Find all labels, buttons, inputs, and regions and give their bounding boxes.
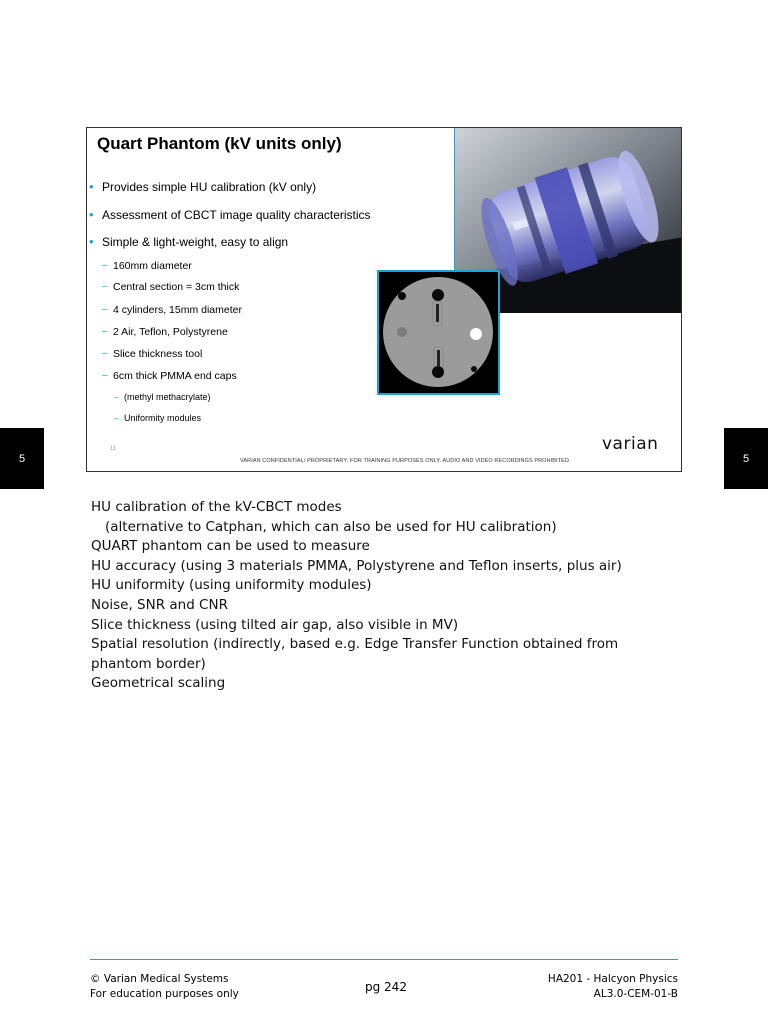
bullet-item: • Assessment of CBCT image quality characteristics — [89, 207, 371, 222]
ct-scan-image — [377, 270, 500, 395]
footer-course: HA201 - Halcyon Physics — [547, 973, 678, 985]
subbullet-item: – Slice thickness tool — [102, 348, 203, 360]
footer-left — [90, 972, 239, 1002]
notes-line: HU accuracy (using 3 materials PMMA, Polystyrene and Teflon inserts, plus air) — [91, 557, 622, 574]
varian-logo: varian — [602, 434, 659, 454]
subsubbullet-item: – Uniformity modules — [114, 413, 202, 423]
notes-line: Slice thickness (using tilted air gap, also visible in MV) — [91, 616, 459, 633]
subbullet-item: – Central section = 3cm thick — [102, 281, 240, 293]
speaker-notes — [91, 498, 681, 694]
footer-copyright: © Varian Medical Systems — [90, 973, 229, 985]
notes-line: Noise, SNR and CNR — [91, 596, 228, 613]
notes-line: QUART phantom can be used to measure — [91, 538, 370, 555]
subbullet-item: – 160mm diameter — [102, 260, 192, 272]
bullet-item: • Provides simple HU calibration (kV only) — [89, 179, 317, 194]
section-tab-left-label: 5 — [18, 452, 26, 465]
notes-line: HU calibration of the kV-CBCT modes — [91, 499, 342, 515]
notes-line: (alternative to Catphan, which can also be used for HU calibration) — [105, 518, 557, 535]
subbullet-item: – 4 cylinders, 15mm diameter — [102, 304, 242, 316]
slide-thumbnail — [86, 127, 682, 472]
notes-line: Geometrical scaling — [91, 675, 226, 692]
footer-divider — [90, 959, 678, 960]
footer-code: AL3.0-CEM-01-B — [593, 988, 678, 1000]
ct-slice-graphic — [379, 272, 498, 393]
notes-line: HU uniformity (using uniformity modules) — [91, 577, 372, 594]
footer-right — [478, 972, 678, 1002]
section-tab-right-label: 5 — [742, 452, 750, 465]
section-tab-left — [0, 428, 44, 489]
notes-line: Spatial resolution (indirectly, based e.g. Edge Transfer Function obtained from phantom border) — [91, 636, 619, 672]
slide-number: 11 — [110, 446, 117, 452]
bullet-item: • Simple & light-weight, easy to align — [89, 234, 289, 249]
slide-title: Quart Phantom (kV units only) — [97, 134, 342, 153]
subbullet-item: – 6cm thick PMMA end caps — [102, 370, 237, 382]
subbullet-item: – 2 Air, Teflon, Polystyrene — [102, 326, 228, 338]
confidential-notice: VARIAN CONFIDENTIAL/ PROPRIETARY: FOR TRAINING PURPOSES ONLY. AUDIO AND VIDEO RECORDINGS PROHIBITED. — [240, 458, 571, 464]
subsubbullet-item: – (methyl methacrylate) — [114, 392, 211, 402]
section-tab-right — [724, 428, 768, 489]
footer-education: For education purposes only — [90, 988, 239, 1000]
page-number: pg 242 — [365, 980, 407, 994]
